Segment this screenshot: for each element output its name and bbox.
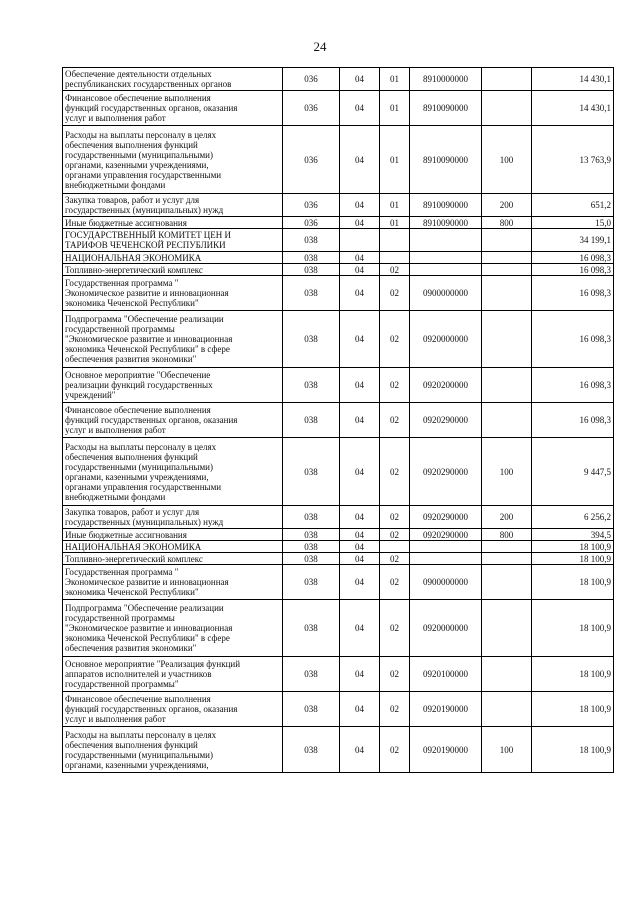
- expense-type-cell: [482, 276, 532, 311]
- ministry-code-cell: 036: [283, 91, 340, 126]
- subsection-code-cell: 02: [380, 600, 410, 657]
- subsection-code-cell: 02: [380, 276, 410, 311]
- expense-name-cell: НАЦИОНАЛЬНАЯ ЭКОНОМИКА: [63, 252, 283, 264]
- page-number: 24: [313, 39, 327, 54]
- target-article-cell: [410, 553, 482, 565]
- target-article-cell: 8910090000: [410, 217, 482, 229]
- table-row: [63, 194, 614, 217]
- target-article-cell: 0920290000: [410, 438, 482, 506]
- target-article-cell: 0920000000: [410, 311, 482, 368]
- table-row: [63, 600, 614, 657]
- ministry-code-cell: 038: [283, 403, 340, 438]
- section-code-cell: 04: [340, 368, 380, 403]
- expense-type-cell: [482, 229, 532, 252]
- table-row: [63, 506, 614, 529]
- table-row: [63, 565, 614, 600]
- ministry-code-cell: 036: [283, 68, 340, 91]
- expense-name-cell: ГОСУДАРСТВЕННЫЙ КОМИТЕТ ЦЕН И ТАРИФОВ ЧЕЧЕНСКОЙ РЕСПУБЛИКИ: [63, 229, 283, 252]
- section-code-cell: 04: [340, 276, 380, 311]
- subsection-code-cell: 02: [380, 529, 410, 541]
- subsection-code-cell: [380, 252, 410, 264]
- expense-type-cell: [482, 692, 532, 727]
- expense-name-cell: Подпрограмма "Обеспечение реализации государственной программы "Экономическое развитие и инновационная экономика Чеченской Республики" в сфере обеспечения развития экономики": [63, 311, 283, 368]
- ministry-code-cell: 038: [283, 657, 340, 692]
- target-article-cell: 0920190000: [410, 727, 482, 773]
- expense-name-cell: Финансовое обеспечение выполнения функций государственных органов, оказания услуг и выполнения работ: [63, 91, 283, 126]
- table-row: [63, 403, 614, 438]
- expense-name-cell: Подпрограмма "Обеспечение реализации государственной программы "Экономическое развитие и инновационная экономика Чеченской Республики" в сфере обеспечения развития экономики": [63, 600, 283, 657]
- subsection-code-cell: 02: [380, 438, 410, 506]
- expense-name-cell: Закупка товаров, работ и услуг для государственных (муниципальных) нужд: [63, 194, 283, 217]
- expense-name-cell: Обеспечение деятельности отдельных республиканских государственных органов: [63, 68, 283, 91]
- section-code-cell: 04: [340, 692, 380, 727]
- expense-name-cell: Иные бюджетные ассигнования: [63, 217, 283, 229]
- expense-name-cell: Финансовое обеспечение выполнения функций государственных органов, оказания услуг и выполнения работ: [63, 403, 283, 438]
- target-article-cell: 8910090000: [410, 126, 482, 194]
- subsection-code-cell: 01: [380, 217, 410, 229]
- target-article-cell: [410, 264, 482, 276]
- section-code-cell: 04: [340, 541, 380, 553]
- ministry-code-cell: 038: [283, 264, 340, 276]
- ministry-code-cell: 038: [283, 600, 340, 657]
- budget-table: [62, 67, 614, 773]
- target-article-cell: [410, 541, 482, 553]
- section-code-cell: 04: [340, 657, 380, 692]
- section-code-cell: 04: [340, 311, 380, 368]
- table-row: [63, 529, 614, 541]
- ministry-code-cell: 038: [283, 368, 340, 403]
- subsection-code-cell: 02: [380, 727, 410, 773]
- table-row: [63, 126, 614, 194]
- amount-cell: 18 100,9: [532, 727, 614, 773]
- ministry-code-cell: 038: [283, 252, 340, 264]
- section-code-cell: 04: [340, 506, 380, 529]
- amount-cell: 651,2: [532, 194, 614, 217]
- amount-cell: 18 100,9: [532, 553, 614, 565]
- target-article-cell: 0920290000: [410, 529, 482, 541]
- section-code-cell: 04: [340, 553, 380, 565]
- subsection-code-cell: 02: [380, 264, 410, 276]
- expense-type-cell: [482, 264, 532, 276]
- expense-type-cell: 100: [482, 438, 532, 506]
- subsection-code-cell: 01: [380, 194, 410, 217]
- target-article-cell: 0920200000: [410, 368, 482, 403]
- amount-cell: 16 098,3: [532, 311, 614, 368]
- expense-name-cell: Иные бюджетные ассигнования: [63, 529, 283, 541]
- expense-type-cell: 800: [482, 529, 532, 541]
- section-code-cell: 04: [340, 252, 380, 264]
- target-article-cell: 0900000000: [410, 565, 482, 600]
- expense-type-cell: 200: [482, 194, 532, 217]
- amount-cell: 16 098,3: [532, 368, 614, 403]
- target-article-cell: 0920100000: [410, 657, 482, 692]
- expense-type-cell: 200: [482, 506, 532, 529]
- amount-cell: 394,5: [532, 529, 614, 541]
- target-article-cell: 8910090000: [410, 91, 482, 126]
- subsection-code-cell: [380, 541, 410, 553]
- expense-type-cell: [482, 91, 532, 126]
- expense-name-cell: Финансовое обеспечение выполнения функций государственных органов, оказания услуг и выполнения работ: [63, 692, 283, 727]
- ministry-code-cell: 036: [283, 194, 340, 217]
- table-row: [63, 252, 614, 264]
- expense-type-cell: [482, 553, 532, 565]
- expense-name-cell: Основное мероприятие "Реализация функций аппаратов исполнителей и участников государственной программы": [63, 657, 283, 692]
- amount-cell: 9 447,5: [532, 438, 614, 506]
- expense-type-cell: 100: [482, 727, 532, 773]
- amount-cell: 16 098,3: [532, 264, 614, 276]
- ministry-code-cell: 038: [283, 565, 340, 600]
- subsection-code-cell: 02: [380, 368, 410, 403]
- section-code-cell: 04: [340, 565, 380, 600]
- table-row: [63, 727, 614, 773]
- ministry-code-cell: 038: [283, 692, 340, 727]
- subsection-code-cell: 01: [380, 91, 410, 126]
- amount-cell: 14 430,1: [532, 91, 614, 126]
- subsection-code-cell: 02: [380, 565, 410, 600]
- table-row: [63, 91, 614, 126]
- expense-type-cell: [482, 541, 532, 553]
- expense-type-cell: [482, 657, 532, 692]
- table-row: [63, 368, 614, 403]
- expense-name-cell: Расходы на выплаты персоналу в целях обеспечения выполнения функций государственными (муниципальными) органами, казенными учреждениями,: [63, 727, 283, 773]
- table-row: [63, 229, 614, 252]
- ministry-code-cell: 036: [283, 217, 340, 229]
- expense-name-cell: Государственная программа " Экономическое развитие и инновационная экономика Чеченской Республики": [63, 276, 283, 311]
- expense-name-cell: Государственная программа " Экономическое развитие и инновационная экономика Чеченской Республики": [63, 565, 283, 600]
- table-row: [63, 217, 614, 229]
- amount-cell: 18 100,9: [532, 600, 614, 657]
- expense-type-cell: [482, 368, 532, 403]
- expense-name-cell: Топливно-энергетический комплекс: [63, 553, 283, 565]
- subsection-code-cell: 02: [380, 506, 410, 529]
- target-article-cell: 0920290000: [410, 506, 482, 529]
- budget-table-body: [63, 68, 614, 773]
- ministry-code-cell: 038: [283, 727, 340, 773]
- subsection-code-cell: 02: [380, 692, 410, 727]
- target-article-cell: [410, 229, 482, 252]
- ministry-code-cell: 038: [283, 553, 340, 565]
- section-code-cell: 04: [340, 529, 380, 541]
- expense-name-cell: НАЦИОНАЛЬНАЯ ЭКОНОМИКА: [63, 541, 283, 553]
- section-code-cell: 04: [340, 264, 380, 276]
- amount-cell: 18 100,9: [532, 541, 614, 553]
- ministry-code-cell: 036: [283, 126, 340, 194]
- expense-name-cell: Основное мероприятие "Обеспечение реализации функций государственных учреждений": [63, 368, 283, 403]
- ministry-code-cell: 038: [283, 276, 340, 311]
- table-row: [63, 541, 614, 553]
- table-row: [63, 553, 614, 565]
- ministry-code-cell: 038: [283, 506, 340, 529]
- ministry-code-cell: 038: [283, 311, 340, 368]
- table-row: [63, 68, 614, 91]
- expense-type-cell: [482, 403, 532, 438]
- section-code-cell: 04: [340, 126, 380, 194]
- subsection-code-cell: 01: [380, 126, 410, 194]
- expense-type-cell: [482, 68, 532, 91]
- section-code-cell: 04: [340, 727, 380, 773]
- subsection-code-cell: 01: [380, 68, 410, 91]
- table-row: [63, 657, 614, 692]
- amount-cell: 16 098,3: [532, 403, 614, 438]
- subsection-code-cell: 02: [380, 657, 410, 692]
- expense-type-cell: 100: [482, 126, 532, 194]
- target-article-cell: 0920290000: [410, 403, 482, 438]
- amount-cell: 16 098,3: [532, 252, 614, 264]
- expense-type-cell: [482, 565, 532, 600]
- section-code-cell: 04: [340, 194, 380, 217]
- target-article-cell: 0920000000: [410, 600, 482, 657]
- expense-name-cell: Расходы на выплаты персоналу в целях обеспечения выполнения функций государственными (муниципальными) органами, казенными учреждениями, органами управления государственными внебюджетными фондами: [63, 126, 283, 194]
- ministry-code-cell: 038: [283, 229, 340, 252]
- table-row: [63, 692, 614, 727]
- expense-type-cell: [482, 252, 532, 264]
- table-row: [63, 264, 614, 276]
- subsection-code-cell: 02: [380, 311, 410, 368]
- expense-type-cell: [482, 600, 532, 657]
- section-code-cell: [340, 229, 380, 252]
- table-row: [63, 438, 614, 506]
- target-article-cell: 8910090000: [410, 194, 482, 217]
- ministry-code-cell: 038: [283, 438, 340, 506]
- expense-type-cell: [482, 311, 532, 368]
- section-code-cell: 04: [340, 68, 380, 91]
- amount-cell: 18 100,9: [532, 657, 614, 692]
- section-code-cell: 04: [340, 403, 380, 438]
- table-row: [63, 311, 614, 368]
- ministry-code-cell: 038: [283, 529, 340, 541]
- target-article-cell: 8910000000: [410, 68, 482, 91]
- amount-cell: 13 763,9: [532, 126, 614, 194]
- amount-cell: 18 100,9: [532, 692, 614, 727]
- amount-cell: 18 100,9: [532, 565, 614, 600]
- amount-cell: 15,0: [532, 217, 614, 229]
- section-code-cell: 04: [340, 600, 380, 657]
- ministry-code-cell: 038: [283, 541, 340, 553]
- target-article-cell: [410, 252, 482, 264]
- expense-name-cell: Топливно-энергетический комплекс: [63, 264, 283, 276]
- subsection-code-cell: 02: [380, 403, 410, 438]
- section-code-cell: 04: [340, 91, 380, 126]
- amount-cell: 14 430,1: [532, 68, 614, 91]
- amount-cell: 34 199,1: [532, 229, 614, 252]
- amount-cell: 6 256,2: [532, 506, 614, 529]
- section-code-cell: 04: [340, 217, 380, 229]
- expense-name-cell: Расходы на выплаты персоналу в целях обеспечения выполнения функций государственными (муниципальными) органами, казенными учреждениями, органами управления государственными внебюджетными фондами: [63, 438, 283, 506]
- target-article-cell: 0900000000: [410, 276, 482, 311]
- amount-cell: 16 098,3: [532, 276, 614, 311]
- target-article-cell: 0920190000: [410, 692, 482, 727]
- expense-type-cell: 800: [482, 217, 532, 229]
- expense-name-cell: Закупка товаров, работ и услуг для государственных (муниципальных) нужд: [63, 506, 283, 529]
- subsection-code-cell: 02: [380, 553, 410, 565]
- section-code-cell: 04: [340, 438, 380, 506]
- subsection-code-cell: [380, 229, 410, 252]
- table-row: [63, 276, 614, 311]
